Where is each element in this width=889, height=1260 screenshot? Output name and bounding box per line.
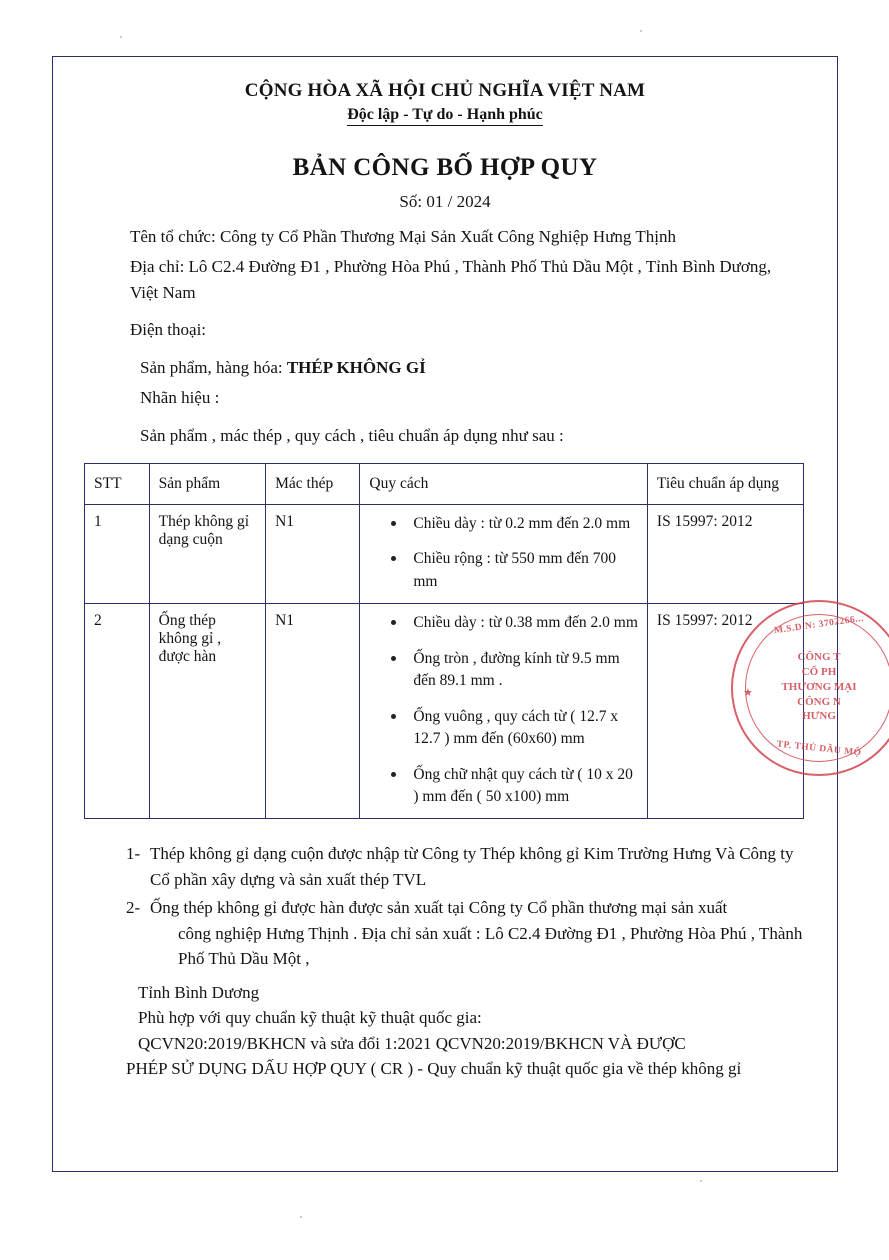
org-address-line xyxy=(78,254,812,306)
notes-block xyxy=(78,841,812,972)
table-header-standard: Tiêu chuẩn áp dụng xyxy=(647,463,803,504)
spec-item: Ống tròn , đường kính từ 9.5 mm đến 89.1 mm . xyxy=(391,648,638,693)
seal-line-2: CỔ PH xyxy=(801,665,837,678)
brand-line: Nhãn hiệu : xyxy=(140,388,220,408)
spec-item: Chiều dày : từ 0.2 mm đến 2.0 mm xyxy=(391,513,638,535)
note-text: Thép không gỉ dạng cuộn được nhập từ Công ty Thép không gỉ Kim Trường Hưng Và Công ty Cổ phần xây dựng và sản xuất thép TVL xyxy=(150,844,794,889)
seal-line-4: CÔNG N xyxy=(797,695,841,708)
conformity-line-1: QCVN20:2019/BKHCN và sửa đổi 1:2021 QCVN20:2019/BKHCN VÀ ĐƯỢC xyxy=(138,1033,686,1053)
cell-standard: IS 15997: 2012 xyxy=(647,604,803,819)
specification-table xyxy=(84,463,804,820)
cell-product: Ống thép không gỉ , được hàn xyxy=(149,604,265,819)
cell-standard: IS 15997: 2012 xyxy=(647,504,803,603)
document-title: BẢN CÔNG BỐ HỢP QUY xyxy=(292,154,598,181)
conformity-label: Phù hợp với quy chuẩn kỹ thuật kỹ thuật quốc gia: xyxy=(138,1008,482,1028)
national-title: CỘNG HÒA XÃ HỘI CHỦ NGHĨA VIỆT NAM xyxy=(244,80,646,101)
seal-line-3: THƯƠNG MẠI xyxy=(781,680,857,693)
scan-speck xyxy=(120,36,122,38)
note-subtext: công nghiệp Hưng Thịnh . Địa chỉ sản xuất : Lô C2.4 Đường Đ1 , Phường Hòa Phú , Thành Phố Thủ Dầu Một , xyxy=(178,923,803,969)
document-content xyxy=(52,56,838,1172)
cell-stt: 1 xyxy=(85,504,150,603)
conformity-line-2: PHÉP SỬ DỤNG DẤU HỢP QUY ( CR ) - Quy chuẩn kỹ thuật quốc gia về thép không gỉ xyxy=(126,1059,742,1079)
note-text-wrapper xyxy=(150,895,806,972)
note-item xyxy=(126,895,806,972)
table-header-grade: Mác thép xyxy=(266,463,360,504)
org-address-value: Lô C2.4 Đường Đ1 , Phường Hòa Phú , Thành Phố Thủ Dầu Một , Tỉnh Bình Dương, Việt Nam xyxy=(130,256,772,302)
note-item xyxy=(126,841,806,892)
scan-speck xyxy=(300,1216,302,1218)
spec-item: Ống vuông , quy cách từ ( 12.7 x 12.7 ) mm đến (60x60) mm xyxy=(391,706,638,751)
seal-star-icon: ★ xyxy=(743,687,753,699)
seal-line-5: HƯNG xyxy=(802,710,836,723)
cell-grade: N1 xyxy=(266,504,360,603)
cell-grade: N1 xyxy=(266,604,360,819)
header-block xyxy=(78,80,812,212)
note-number: 1- xyxy=(126,844,141,864)
scan-speck xyxy=(640,30,642,32)
spec-list xyxy=(369,612,638,808)
scan-speck xyxy=(700,1180,702,1182)
product-line xyxy=(78,355,812,381)
table-row xyxy=(85,604,804,819)
cell-stt: 2 xyxy=(85,604,150,819)
table-header-product: Sản phẩm xyxy=(149,463,265,504)
spec-intro-line: Sản phẩm , mác thép , quy cách , tiêu chuẩn áp dụng như sau : xyxy=(140,425,564,445)
note-number: 2- xyxy=(126,898,141,918)
org-name-label: Tên tổ chức: xyxy=(130,227,220,246)
spec-list xyxy=(369,513,638,593)
product-label: Sản phẩm, hàng hóa: xyxy=(140,358,287,378)
product-value: THÉP KHÔNG GỈ xyxy=(286,358,426,378)
seal-line-1: CÔNG T xyxy=(797,651,841,663)
province-line: Tỉnh Bình Dương xyxy=(138,982,260,1002)
spec-item: Chiều rộng : từ 550 mm đến 700 mm xyxy=(391,548,638,593)
table-header-spec: Quy cách xyxy=(360,463,648,504)
document-number: Số: 01 / 2024 xyxy=(399,192,491,211)
table-row xyxy=(85,504,804,603)
seal-arc-top: M.S.D.N: 3702266... xyxy=(773,613,865,637)
note-text: Ống thép không gỉ được hàn được sản xuất tại Công ty Cổ phần thương mại sản xuất xyxy=(150,898,728,918)
org-name-value: Công ty Cổ Phần Thương Mại Sản Xuất Công Nghiệp Hưng Thịnh xyxy=(219,227,676,246)
table-header-stt: STT xyxy=(85,463,150,504)
seal-arc-bottom: TP. THỦ DẦU MỘ xyxy=(776,739,862,759)
org-name-line xyxy=(78,224,812,250)
cell-spec xyxy=(360,504,648,603)
org-phone-line: Điện thoại: xyxy=(130,320,207,340)
spec-item: Chiều dày : từ 0.38 mm đến 2.0 mm xyxy=(391,612,638,634)
national-motto: Độc lập - Tự do - Hạnh phúc xyxy=(347,106,543,126)
cell-spec xyxy=(360,604,648,819)
org-address-label: Địa chỉ: xyxy=(130,256,189,276)
spec-item: Ống chữ nhật quy cách từ ( 10 x 20 ) mm đến ( 50 x100) mm xyxy=(391,764,638,809)
table-header-row xyxy=(85,463,804,504)
cell-product: Thép không gỉ dạng cuộn xyxy=(149,504,265,603)
tail-block xyxy=(78,980,812,1082)
seal-center-text xyxy=(733,650,889,724)
